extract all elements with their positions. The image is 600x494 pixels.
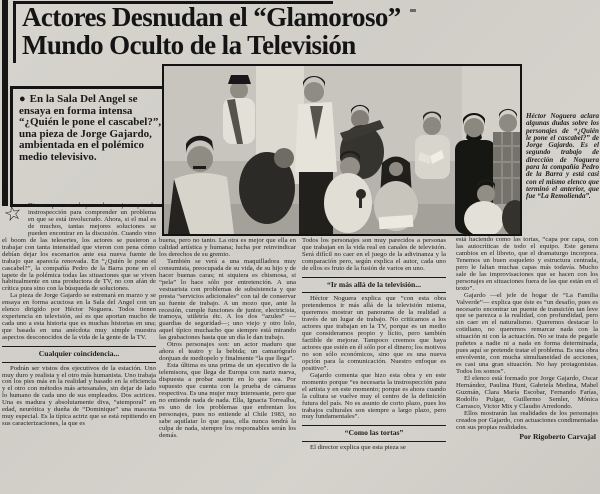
paragraph: El director explica que esta pieza se: [310, 443, 406, 451]
paragraph: Otros personajes son: un actor maduro que añora el teatro y la bebida; un camarógrafo donjuan de mediopelo y finalmente “la que llega”.: [159, 341, 296, 363]
bullet-icon: ●: [19, 93, 26, 105]
subheading-como-las-tortas: “Como las tortas”: [302, 425, 446, 442]
paragraph: Gajardo comenta que hizo esta obra y en este momento porque “es necesaria la instrospección para el artista y en este momento; porque es ahora cuando la cultura se vuelve muy el centro de la definición futura del país. No es asunto de corto plazo, pues los trabajos culturales son siempre a largo plazo, pero muy fundamentales”.: [302, 371, 446, 421]
rehearsal-photo: [162, 64, 522, 236]
paragraph: Gajardo —el jefe de hogar de “La Familia Valverde”— explica que éste es “un desafío, pues es necesario encontrar un puente de transición tan leve que se parezca a la realidad, con profundidad, pero sin caer en el naturalismo. Queremos destacar lo cotidiano, no queremos remarcar nada con la situación ni con la actuación. No se trata de pegarle puñetes a nadie ni a nada en forma determinada, pues aquí se pretende tratar el problema. Es una obra envolvente, con mucha simultaneidad de acciones, es casi una gran situación. No hay protagonistas. Todos los somos”.: [456, 291, 598, 376]
headline-line-1: Actores Desnudan el “Glamoroso”: [22, 2, 401, 32]
subheading-ir-mas-alla: “Ir más allá de la televisión...: [302, 277, 446, 294]
byline: Por Rigoberto Carvajal: [519, 431, 596, 441]
body-column-1: [2, 203, 156, 428]
page-edge-bar: [2, 0, 8, 206]
article-headline: [22, 3, 492, 59]
paragraph: Ellos mostrarán las realidades de los personajes creados por Gajardo, con actuaciones condimentadas con sus propias realidades.: [456, 409, 598, 431]
paragraph: Podrán ser vistos dos ejecutivos de la estación. Uno muy duro y realista y el otro más humanista. Uno trabaja con los pies más en la realidad y basado en la eficiencia y el otro con métodos más artesanales, sin dejar de lado lo humano de cada uno de sus empleados. Dos actrices. Una es madura y absolutamente diva, “atemporal” en edad, neurótica y dueña de “Dominique” una mascota muy especial. Es la típica actriz que se está repitiendo en sus caracterizaciones, la que es: [2, 364, 156, 428]
photo-caption: Héctor Noguera aclara algunas dudas sobre los personajes de “¿Quién le pone el cascabel?” de Jorge Gajardo. Es el segundo trabajo de dirección de Noguera para la compañía Pedro de la Barra y está casi con el mismo elenco que terminó el anterior, que fue “La Remolienda”.: [526, 112, 599, 201]
paragraph: está haciendo como las tortas, “capa por capa, con las autocríticas de todo el equipo. Este genera cambios en el libreto, que el dramaturgo incorpora. Tenemos un buen esqueleto y estructura centrada, pero le faltan muchas capas más todavía. Mucho sale de las improvisaciones que se hacen con los personajes en situaciones fuera de las que están en el texto”.: [456, 236, 598, 292]
rehearsal-photo-image: [164, 66, 520, 234]
subheading-cualquier-coincidencia: Cualquier coincidencia...: [2, 346, 156, 363]
body-column-4: [456, 237, 598, 441]
headline-line-2: Mundo Oculto de la Televisión: [22, 30, 356, 61]
headline-left-rule: [13, 1, 16, 63]
paragraph: El elenco está formado por Jorge Gajardo, Oscar Hernández, Paulina Hunt, Gabriela Medina, Mabel Guzmán, Clara María Escobar, Fernando Farías, Rodolfo Pulgar, Guillermo Semler, Mónica Carrasco, Victor Mix y Claudio Arredondo.: [456, 375, 598, 410]
paragraph: buena, pero no tanto. La otra es mejor que ella en calidad artística y humana; lucha por reinvindicar los derechos de su gremio.: [159, 237, 296, 258]
star-icon: ☆: [1, 201, 25, 227]
paragraph: También se verá a una maquilladora muy consumista, preocupada de su vida, de su hijo y de hacer buenas caras; ni siquiera es chismosa, si “pela” lo hace sólo por entretención. A una vestuarista con problemas de subsistencia y que presta “servicios adicionales” con tal de conservar su fuente de trabajo. A un mozo que, ante la recesión, cumple funciones de junior, electricista, tramoya, utiletría étc. A los dos “azules” —guardias de seguridad—; uno viejo y otro lolo, aquel típico muchacho que siempre está mirando las grabaciones hasta que un día le dan trabajo.: [159, 257, 296, 342]
paragraph: Dicen que no hay nada mejor que la instrospección para comprender un problema en que se está involucrado. Ahora, si el mal es de muchos, tantas mejores soluciones se pueden encontrar en la discusión. Cuando vino el boom de las teleseries, los actores se pusieron a trabajar con tanta intensidad que vieron con pena cómo debían dejar los escenarios ante esa nueva fuente de trabajo que aparecía renovada. En “¿Quién le pone el cascabel?”, la compañía Pedro de la Barra pone en el tapete de la polémica todas las situaciones que se viven habitualmente en una productora de TV, no con afán de crítica pura sino con la búsqueda de soluciones.: [2, 202, 156, 293]
paragraph: La pieza de Jorge Gajardo se estrenará en marzo y se ensaya en forma acuciosa en la Sala del Angel con un elenco dirigido por Héctor Noguera. Todos tienen experiencia en televisión, así es que aportan mucho de cada uno a esta historia que es muchas historias en una; que basada en una anécdota muy simple muestra aspectos desconocidos de la vida de la gente de la TV.: [2, 292, 156, 342]
paragraph: Esta última es una prima de un ejecutivo de la telemisora, que llega de Europa con nariz nueva, dispuesta a probar suerte en lo que sea. Por supuesto que cuenta con la prueba de cámaras respectiva. Es una mujer muy interesante, pero que no entiende nada de nada. Ella, Ignacia Torrealba, es uno de los problemas que enfrentan los personajes, pues no entiende al Chile 1983, no sabe aquilatar lo que pasa, ella nunca tendrá la culpa de nada, siempre los responsables serán los demás.: [159, 362, 296, 439]
paragraph: Héctor Noguera explica que “con esta obra pretendemos ir más allá de la televisión misma, queremos mostrar un panorama de la realidad a través de un lugar de trabajo. No criticamos a los actores que trabajan en la TV, porque es un medio que consideramos propio y lícito, pero también factible de mejorar. Tampoco creemos que haya actores que estén en él sólo por el dinero; los motivos no son sólo económicos, sino que es una nueva opción para la comunicación. Nuestro enfoque es positivo”.: [302, 295, 446, 372]
star-spacer: [2, 203, 28, 233]
intro-summary-box: [10, 86, 169, 207]
intro-summary-text: ● En la Sala Del Angel se ensaya en forma intensa “¿Quién le pone el cascabel?”, una pieza de Jorge Gajardo, ambientada en el polémico medio televisivo.: [19, 93, 162, 163]
body-column-2: [159, 238, 296, 440]
paragraph: Todos los personajes son muy parecidos a personas que trabajan en la vida real en canales de televisión. Será difícil no caer en el juego de la adivinanza y la comparación pero, según explica el autor, cada uno de ellos es fruto de la fusión de varios en uno.: [302, 237, 446, 272]
body-column-3: [302, 238, 446, 452]
